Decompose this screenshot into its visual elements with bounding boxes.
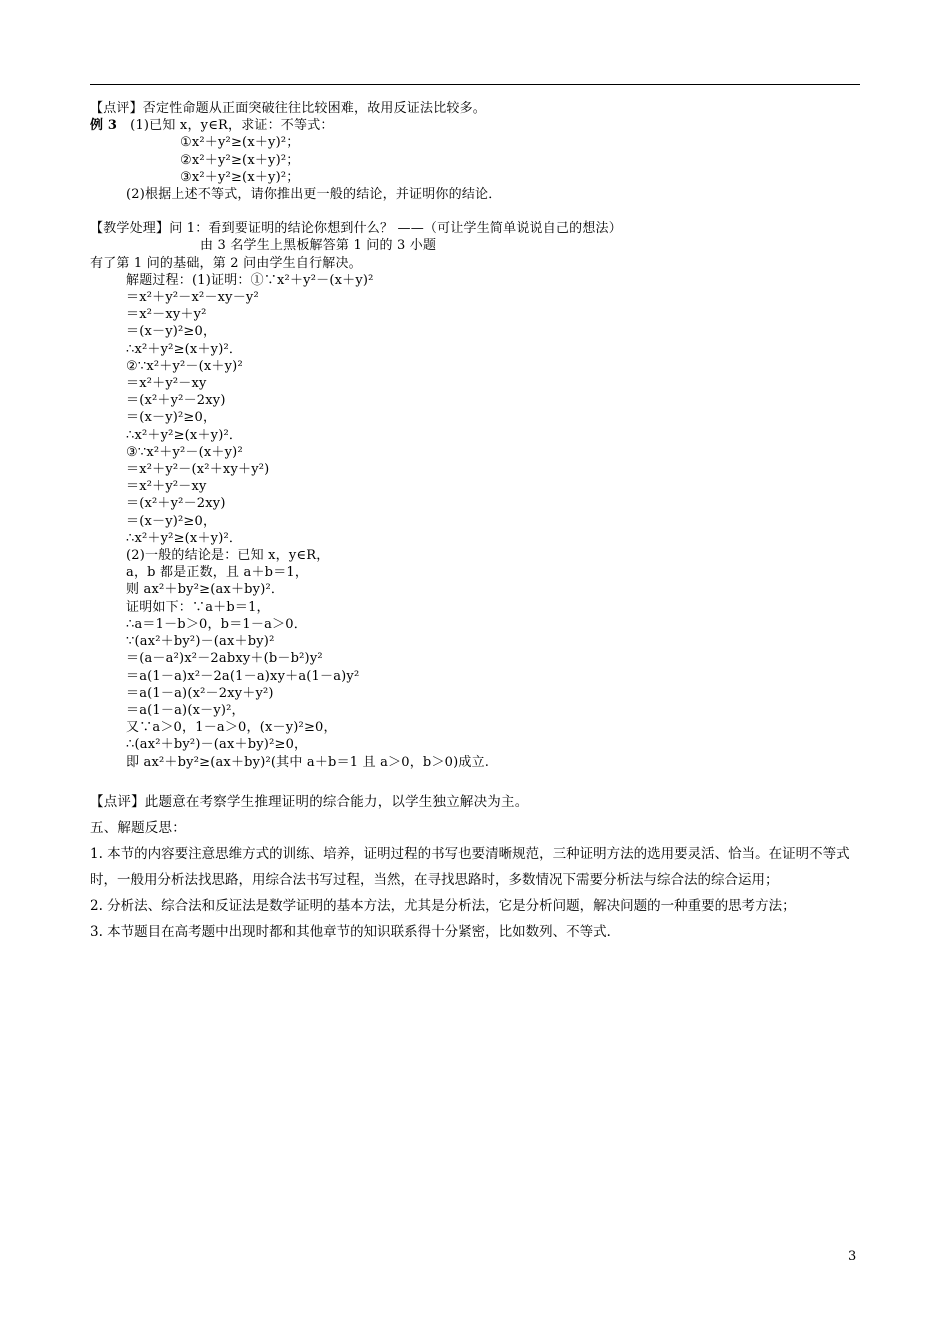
solution-line: ＝(x－y)²≥0， [126, 410, 217, 426]
example-3-line [90, 117, 870, 134]
solution-line: ∵(ax²＋by²)－(ax＋by)² [126, 634, 275, 650]
solution-line: ∴x²＋y²≥(x＋y)²． [126, 530, 243, 546]
solution-line: ∴x²＋y²≥(x＋y)²． [126, 427, 243, 443]
reflection-item-1: 1. 本节的内容要注意思维方式的训练、培养，证明过程的书写也要清晰规范，三种证明方法的选用要灵活、恰当。在证明不等式时，一般用分析法找思路，用综合法书写过程，当然，在寻找思路时，多数情况下需要分析法与综合法的综合运用； [90, 845, 850, 888]
solution-line: ②∵x²＋y²－(x＋y)² [126, 358, 243, 374]
review-note-1: 【点评】否定性命题从正面突破往往比较困难，故用反证法比较多。 [90, 101, 487, 116]
solution-line: ＝x²＋y²－xy [126, 376, 207, 392]
example-part-2: (2)根据上述不等式，请你推出更一般的结论，并证明你的结论． [126, 187, 502, 203]
solution-line: ＝(a－a²)x²－2abxy＋(b－b²)y² [126, 651, 323, 667]
solution-line: ＝(x－y)²≥0， [126, 324, 217, 340]
teaching-process: 【教学处理】问 1：看到要证明的结论你想到什么？ ——（可让学生简单说说自己的想法） [90, 221, 622, 237]
solution-line: ∴x²＋y²≥(x＋y)²． [126, 341, 243, 357]
document-body [90, 100, 870, 945]
solution-line: 又∵a＞0，1－a＞0，(x－y)²≥0， [126, 720, 337, 736]
solution-line: ＝a(1－a)(x²－2xy＋y²) [126, 685, 274, 701]
solution-line: 即 ax²＋by²≥(ax＋by)²(其中 a＋b＝1 且 a＞0，b＞0)成立. [126, 754, 490, 770]
solution-line: (2)一般的结论是：已知 x，y∈R， [126, 548, 330, 564]
solution-line: ＝x²＋y²－(x²＋xy＋y²) [126, 462, 270, 478]
inequality-3: ③x²＋y²≥(x＋y)²； [180, 169, 300, 185]
solution-line: ＝x²＋y²－xy [126, 479, 207, 495]
solution-line: a，b 都是正数，且 a＋b＝1， [126, 565, 309, 581]
solution-line: ③∵x²＋y²－(x＋y)² [126, 444, 243, 460]
teaching-part-2: 有了第 1 问的基础，第 2 问由学生自行解决。 [90, 255, 362, 271]
solution-line: ＝a(1－a)(x－y)²， [126, 702, 245, 718]
solution-line: ＝(x－y)²≥0， [126, 513, 217, 529]
inequality-1: ①x²＋y²≥(x＋y)²； [180, 135, 300, 151]
solution-line: ∴a＝1－b＞0，b＝1－a＞0． [126, 616, 307, 632]
page-number: 3 [848, 1249, 857, 1264]
solution-line: ∴(ax²＋by²)－(ax＋by)²≥0， [126, 737, 308, 753]
reflection-item-3: 3. 本节题目在高考题中出现时都和其他章节的知识联系得十分紧密，比如数列、不等式． [90, 923, 621, 940]
reflection-item-2: 2. 分析法、综合法和反证法是数学证明的基本方法，尤其是分析法，它是分析问题，解决问题的一种重要的思考方法； [90, 897, 796, 914]
reflection-heading: 五、解题反思： [90, 819, 186, 836]
solution-line: 证明如下：∵a＋b＝1， [126, 599, 270, 615]
solution-line: 则 ax²＋by²≥(ax＋by)²． [126, 582, 285, 598]
solution-line: 解题过程：(1)证明：①∵x²＋y²－(x＋y)² [126, 272, 374, 288]
solution-line: ＝x²－xy＋y² [126, 307, 207, 323]
solution-line: ＝(x²＋y²－2xy) [126, 393, 226, 409]
solution-line: ＝x²＋y²－x²－xy－y² [126, 290, 259, 306]
header-rule [90, 84, 860, 85]
teaching-blackboard: 由 3 名学生上黑板解答第 1 问的 3 小题 [200, 238, 437, 254]
inequality-2: ②x²＋y²≥(x＋y)²； [180, 152, 300, 168]
review-note-2: 【点评】此题意在考察学生推理证明的综合能力，以学生独立解决为主。 [90, 793, 529, 810]
reflection-section [90, 789, 870, 945]
example-label: 例 3 [90, 118, 118, 134]
solution-line: ＝a(1－a)x²－2a(1－a)xy＋a(1－a)y² [126, 668, 360, 684]
solution-line: ＝(x²＋y²－2xy) [126, 496, 226, 512]
example-part-1: (1)已知 x，y∈R，求证：不等式： [130, 118, 334, 134]
